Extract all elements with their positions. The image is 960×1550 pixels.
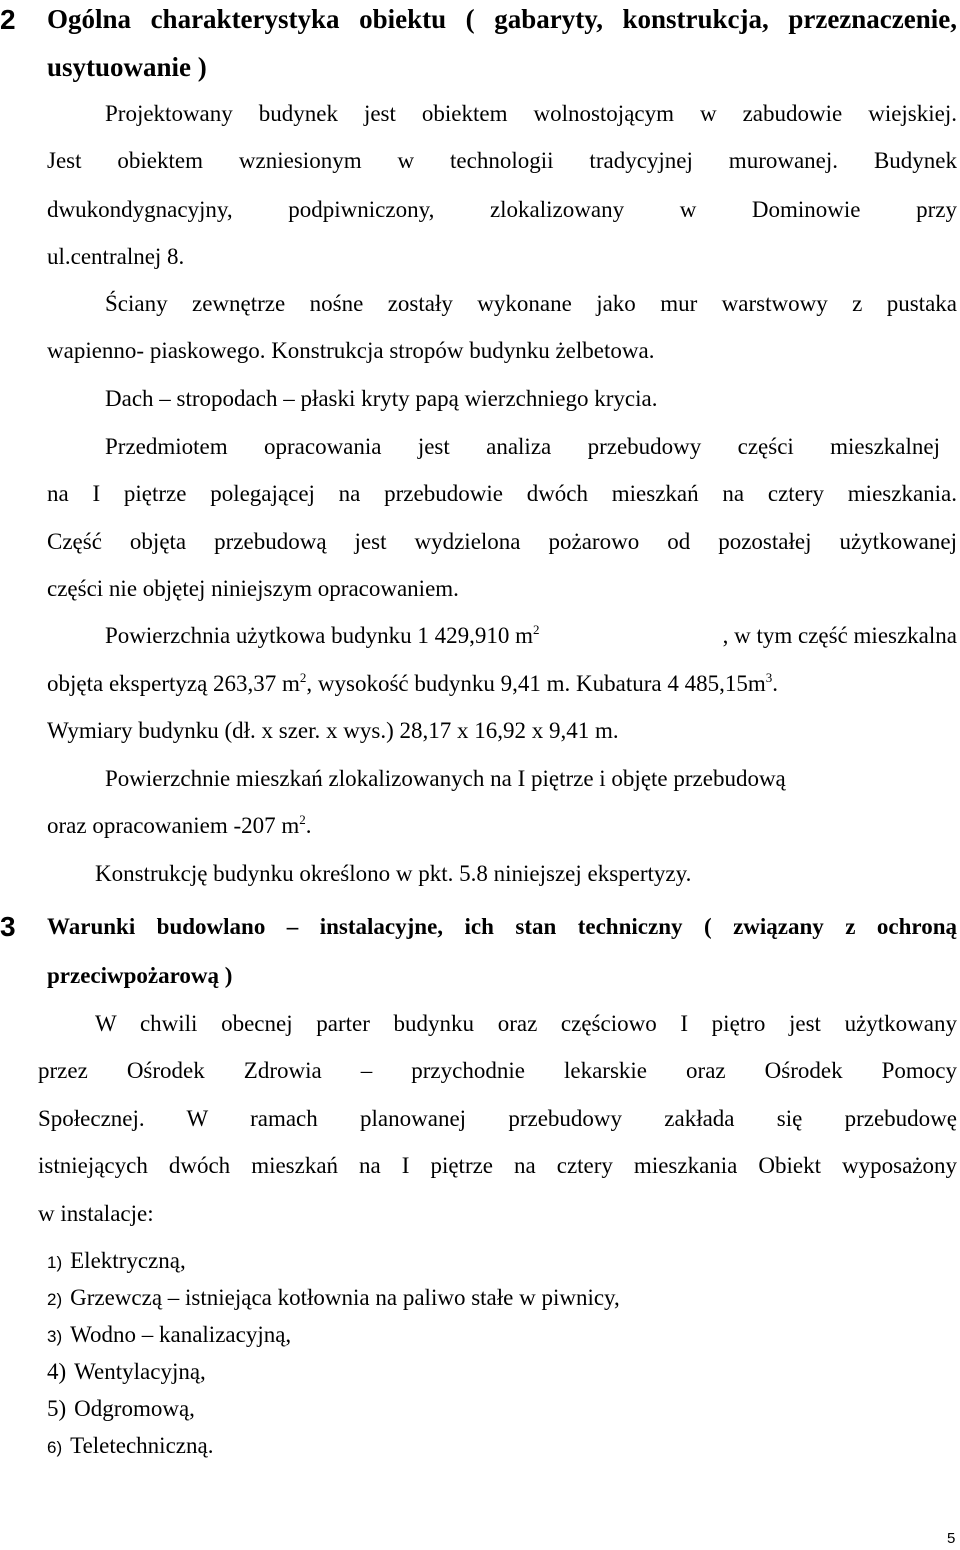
- list-item: [47, 1246, 186, 1278]
- section-number: 2: [0, 4, 16, 35]
- section-heading: Ogólna charakterystyka obiektu ( gabaryty, konstrukcja, przeznaczenie,: [47, 4, 957, 34]
- paragraph-line: części nie objętej niniejszym opracowaniem.: [47, 576, 459, 601]
- list-item-text: Elektryczną,: [70, 1248, 186, 1273]
- paragraph-line: Przedmiotem opracowania jest analiza przebudowy części mieszkalnej: [105, 434, 940, 459]
- list-item: [47, 1431, 213, 1463]
- paragraph-line: Dach – stropodach – płaski kryty papą wierzchniego krycia.: [105, 386, 658, 411]
- list-item: [47, 1283, 620, 1315]
- list-item-number: 6): [47, 1438, 63, 1457]
- paragraph-line: Powierzchnie mieszkań zlokalizowanych na I piętrze i objęte przebudową: [105, 766, 786, 791]
- section-number: 3: [0, 911, 16, 942]
- paragraph-line: Społecznej. W ramach planowanej przebudowy zakłada się przebudowę: [38, 1106, 957, 1131]
- page-number: 5: [947, 1530, 956, 1547]
- list-item: [47, 1357, 206, 1387]
- paragraph-line: objęta ekspertyzą 263,37 $m^2$, wysokość budynku 9,41 m. Kubatura 4 $485,15m^3$.: [47, 670, 778, 696]
- list-item-number: 3): [47, 1327, 63, 1346]
- paragraph-line: W chwili obecnej parter budynku oraz częściowo I piętro jest użytkowany: [95, 1011, 957, 1036]
- paragraph-line: przez Ośrodek Zdrowia – przychodnie lekarskie oraz Ośrodek Pomocy: [38, 1058, 957, 1083]
- paragraph-line: w instalacje:: [38, 1201, 154, 1226]
- section-heading-cont: przeciwpożarową ): [47, 963, 233, 988]
- section-heading-cont: usytuowanie ): [47, 52, 207, 82]
- list-item-text: Odgromową,: [74, 1396, 195, 1421]
- list-item-text: Wodno – kanalizacyjną,: [70, 1322, 292, 1347]
- paragraph-line: Wymiary budynku (dł. x szer. x wys.) 28,17 x 16,92 x 9,41 m.: [47, 718, 619, 743]
- paragraph-line: Projektowany budynek jest obiektem wolnostojącym w zabudowie wiejskiej.: [105, 101, 957, 126]
- paragraph-line: [105, 621, 957, 651]
- list-item: [47, 1320, 291, 1352]
- list-item-number: 5): [47, 1396, 67, 1421]
- paragraph-line: Jest obiektem wzniesionym w technologii tradycyjnej murowanej. Budynek: [47, 148, 957, 173]
- text-segment: , w tym część mieszkalna: [722, 623, 957, 648]
- paragraph-line: oraz opracowaniem -207 $m^2$.: [47, 812, 312, 838]
- list-item-number: 1): [47, 1253, 63, 1272]
- paragraph-line: Konstrukcję budynku określono w pkt. 5.8 niniejszej ekspertyzy.: [95, 861, 692, 886]
- paragraph-line: ul.centralnej 8.: [47, 244, 185, 269]
- paragraph-line: Część objęta przebudową jest wydzielona pożarowo od pozostałej użytkowanej: [47, 529, 957, 554]
- list-item-number: 4): [47, 1359, 67, 1384]
- list-item: [47, 1394, 195, 1424]
- paragraph-line: na I piętrze polegającej na przebudowie dwóch mieszkań na cztery mieszkania.: [47, 481, 957, 506]
- list-item-text: Wentylacyjną,: [74, 1359, 206, 1384]
- text-segment: Powierzchnia użytkowa budynku 1 429,910 $m^2$: [105, 622, 540, 648]
- paragraph-line: istniejących dwóch mieszkań na I piętrze na cztery mieszkania Obiekt wyposażony: [38, 1153, 957, 1178]
- list-item-number: 2): [47, 1290, 63, 1309]
- paragraph-line: Ściany zewnętrze nośne zostały wykonane jako mur warstwowy z pustaka: [105, 291, 957, 316]
- paragraph-line: dwukondygnacyjny, podpiwniczony, zlokalizowany w Dominowie przy: [47, 197, 957, 222]
- section-heading: Warunki budowlano – instalacyjne, ich stan techniczny ( związany z ochroną: [47, 914, 957, 939]
- list-item-text: Grzewczą – istniejąca kotłownia na paliwo stałe w piwnicy,: [70, 1285, 620, 1310]
- paragraph-line: wapienno- piaskowego. Konstrukcja stropów budynku żelbetowa.: [47, 338, 655, 363]
- list-item-text: Teletechniczną.: [70, 1433, 214, 1458]
